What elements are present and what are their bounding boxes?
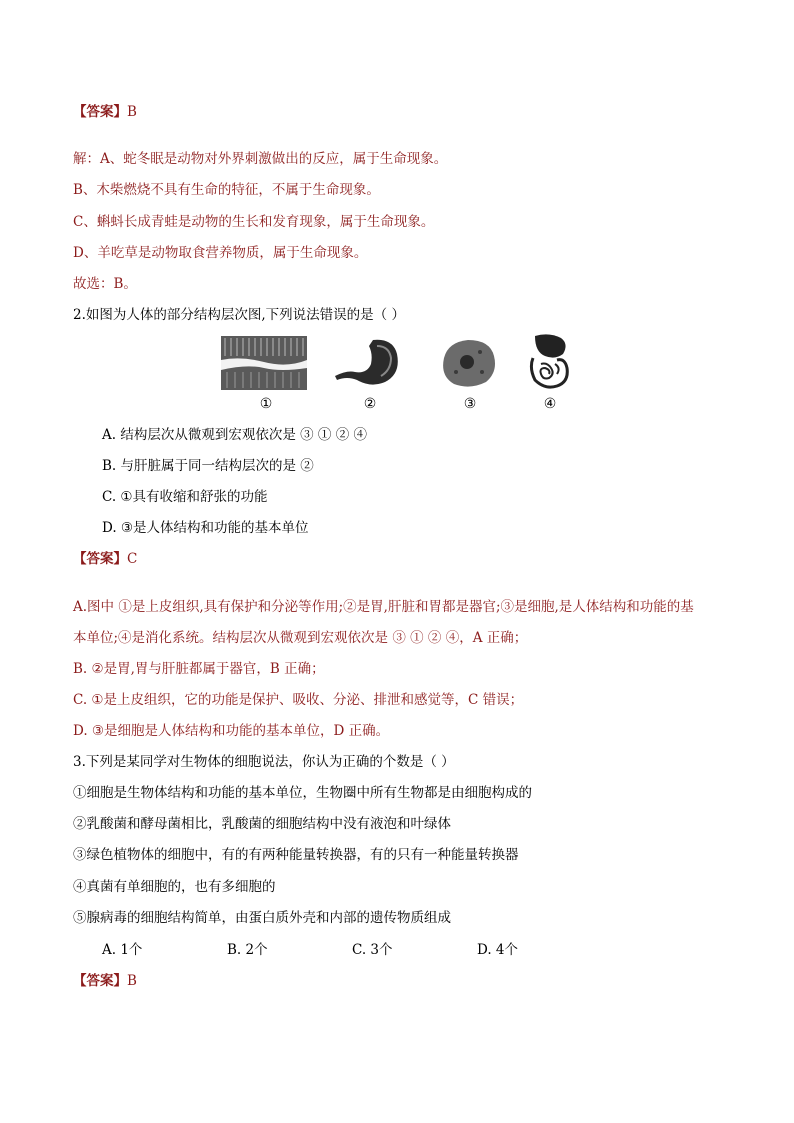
q3-statement-1: ①细胞是生物体结构和功能的基本单位，生物圈中所有生物都是由细胞构成的: [73, 785, 532, 801]
q2-option-a: A. 结构层次从微观到宏观依次是 ③ ① ② ④: [102, 427, 367, 443]
q2-answer-line: [73, 549, 137, 569]
q1-explanation-d: D、羊吃草是动物取食营养物质，属于生命现象。: [73, 245, 368, 261]
answer-letter: B: [127, 973, 137, 989]
q3-statement-5: ⑤腺病毒的细胞结构简单，由蛋白质外壳和内部的遗传物质组成: [73, 910, 451, 926]
answer-tag: 【答案】: [73, 551, 127, 567]
q1-conclusion: 故选：B。: [73, 276, 137, 292]
digestive-system-image: [527, 332, 571, 392]
q2-explanation-a2: 本单位;④是消化系统。结构层次从微观到宏观依次是 ③ ① ② ④，A 正确；: [73, 630, 528, 646]
answer-tag: 【答案】: [73, 973, 127, 989]
q2-explanation-b: B. ②是胃,胃与肝脏都属于器官，B 正确；: [73, 661, 325, 677]
epithelial-tissue-image: [221, 336, 307, 390]
q3-answer-line: [73, 971, 137, 991]
q2-option-b: B. 与肝脏属于同一结构层次的是 ②: [102, 458, 314, 474]
q3-choice-d: D. 4个: [477, 942, 519, 958]
answer-letter: B: [127, 104, 137, 120]
q2-explanation-a1: A.图中 ①是上皮组织,具有保护和分泌等作用;②是胃,肝脏和胃都是器官;③是细胞,是人体结构和功能的基: [73, 599, 694, 615]
q2-option-d: D. ③是人体结构和功能的基本单位: [102, 520, 309, 536]
q1-explanation-a: 解：A、蛇冬眠是动物对外界刺激做出的反应，属于生命现象。: [73, 151, 448, 167]
figure-label-4: ④: [543, 396, 557, 412]
q3-statement-2: ②乳酸菌和酵母菌相比，乳酸菌的细胞结构中没有液泡和叶绿体: [73, 816, 451, 832]
q1-answer-line: [73, 102, 137, 122]
q2-option-c: C. ①具有收缩和舒张的功能: [102, 489, 268, 505]
cell-image: [436, 338, 498, 390]
q3-choice-a: A. 1个: [102, 942, 143, 958]
q3-choice-b: B. 2个: [227, 942, 268, 958]
stomach-image: [333, 336, 403, 390]
q3-statement-3: ③绿色植物体的细胞中，有的有两种能量转换器，有的只有一种能量转换器: [73, 847, 519, 863]
figure-label-1: ①: [259, 396, 273, 412]
q3-statement-4: ④真菌有单细胞的，也有多细胞的: [73, 879, 276, 895]
q2-explanation-c: C. ①是上皮组织，它的功能是保护、吸收、分泌、排泄和感觉等，C 错误；: [73, 692, 524, 708]
q3-stem: 3.下列是某同学对生物体的细胞说法，你认为正确的个数是（ ）: [73, 754, 455, 770]
q2-explanation-d: D. ③是细胞是人体结构和功能的基本单位，D 正确。: [73, 723, 390, 739]
answer-letter: C: [127, 551, 138, 567]
answer-tag: 【答案】: [73, 104, 127, 120]
figure-label-2: ②: [363, 396, 377, 412]
q1-explanation-b: B、木柴燃烧不具有生命的特征，不属于生命现象。: [73, 182, 380, 198]
figure-label-3: ③: [463, 396, 477, 412]
q3-choice-c: C. 3个: [352, 942, 393, 958]
q1-explanation-c: C、蝌蚪长成青蛙是动物的生长和发育现象，属于生命现象。: [73, 214, 435, 230]
q2-stem: 2.如图为人体的部分结构层次图,下列说法错误的是（ ）: [73, 307, 405, 323]
